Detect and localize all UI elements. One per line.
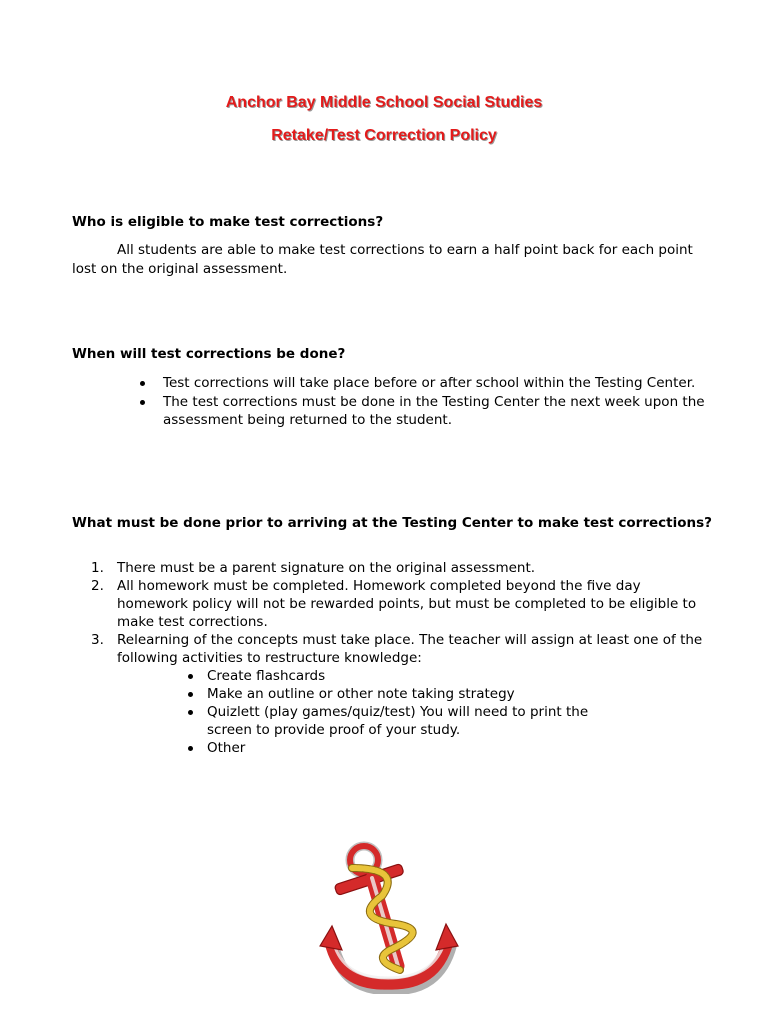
question-eligibility: Who is eligible to make test corrections? xyxy=(72,214,384,230)
activity-list xyxy=(185,667,595,757)
list-item: 1. There must be a parent signature on the original assessment. xyxy=(91,560,536,576)
list-item: Other xyxy=(185,739,595,757)
list-item: Create flashcards xyxy=(185,667,595,685)
list-item: 2. All homework must be completed. Homework completed beyond the five day homework policy will not be rewarded points, but must be completed to be eligible to make test corrections. xyxy=(91,578,697,630)
list-item: Make an outline or other note taking strategy xyxy=(185,685,595,703)
list-item: 3. Relearning of the concepts must take place. The teacher will assign at least one of the following activities to restructure knowledge: Create flashcards Make an outline or other note taking strategy Quizlett (play games/quiz/test) You will need to print the screen to provide proof of your study. Other xyxy=(91,632,703,756)
answer-eligibility-text: All students are able to make test corrections to earn a half point back for each point lost on the original assessment. xyxy=(72,242,693,277)
anchor-icon xyxy=(312,838,462,994)
policy-title: Retake/Test Correction Policy xyxy=(271,127,497,144)
question-timing: When will test corrections be done? xyxy=(72,346,346,362)
timing-bullet-list xyxy=(137,374,707,429)
prerequisite-list xyxy=(91,559,711,757)
question-prerequisites: What must be done prior to arriving at the Testing Center to make test corrections? xyxy=(72,515,712,531)
list-item: The test corrections must be done in the Testing Center the next week upon the assessment being returned to the student. xyxy=(137,393,707,429)
answer-eligibility xyxy=(72,241,712,279)
document-title: Anchor Bay Middle School Social Studies xyxy=(225,94,543,111)
list-item: Quizlett (play games/quiz/test) You will need to print the screen to provide proof of your study. xyxy=(185,703,595,739)
list-item: Test corrections will take place before or after school within the Testing Center. xyxy=(137,374,707,392)
